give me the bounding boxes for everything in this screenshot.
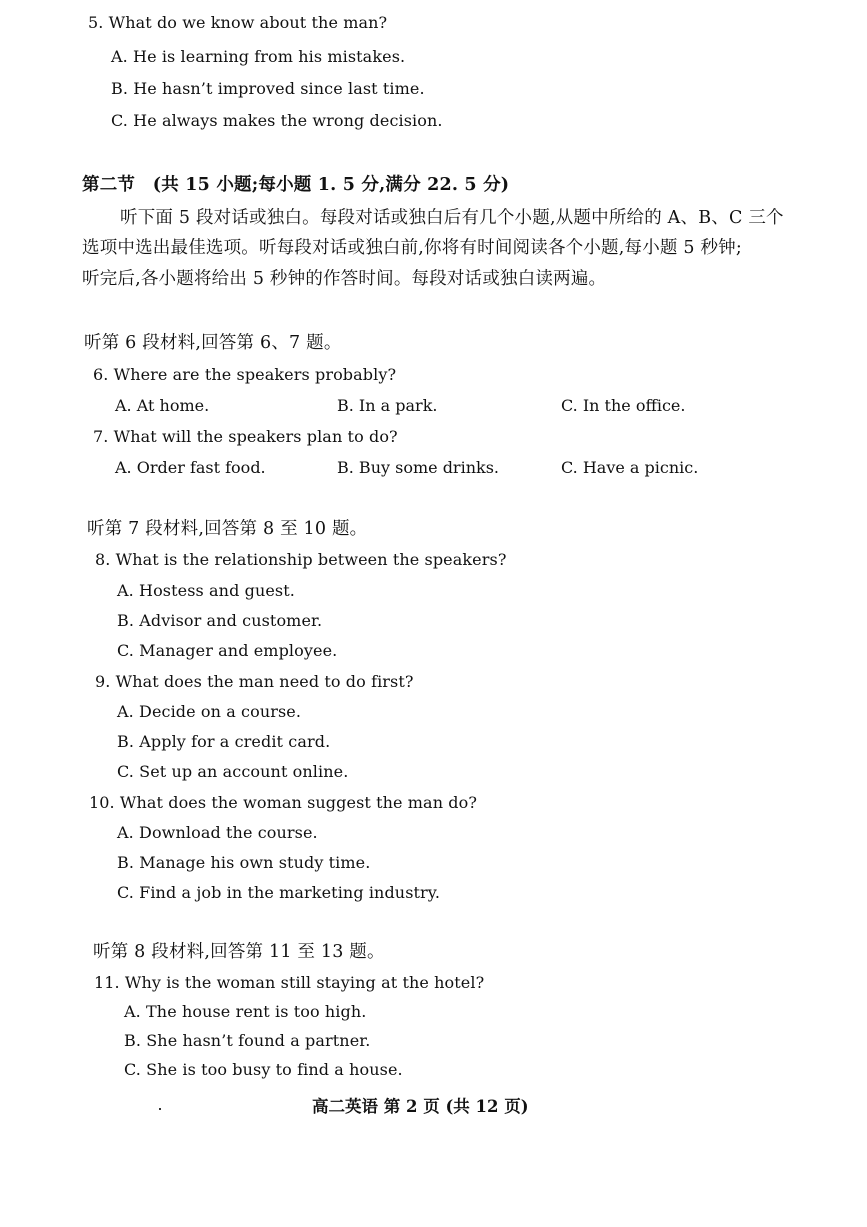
q5-option-b: B. He hasn’t improved since last time. — [111, 79, 425, 98]
q11-option-c: C. She is too busy to find a house. — [124, 1060, 403, 1079]
q9-question: 9. What does the man need to do first? — [95, 672, 414, 691]
q5-question: 5. What do we know about the man? — [88, 13, 388, 32]
text7-heading: 听第 7 段材料,回答第 8 至 10 题。 — [87, 519, 368, 539]
q9-option-c: C. Set up an account online. — [117, 762, 349, 781]
q9-option-b: B. Apply for a credit card. — [117, 732, 331, 751]
q10-option-b: B. Manage his own study time. — [117, 853, 371, 872]
section2-instruction-1: 听下面 5 段对话或独白。每段对话或独白后有几个小题,从题中所给的 A、B、C 三个 — [120, 208, 784, 228]
q6-option-c: C. In the office. — [561, 396, 686, 415]
q11-question: 11. Why is the woman still staying at the hotel? — [94, 973, 485, 992]
scan-speck — [159, 1108, 161, 1110]
section2-instruction-3: 听完后,各小题将给出 5 秒钟的作答时间。每段对话或独白读两遍。 — [82, 269, 607, 289]
q6-question: 6. Where are the speakers probably? — [93, 365, 397, 384]
q7-option-c: C. Have a picnic. — [561, 458, 699, 477]
page-footer: 高二英语 第 2 页 (共 12 页) — [312, 1097, 529, 1116]
q7-question: 7. What will the speakers plan to do? — [93, 427, 398, 446]
text6-heading: 听第 6 段材料,回答第 6、7 题。 — [84, 333, 342, 353]
q10-question: 10. What does the woman suggest the man do? — [89, 793, 478, 812]
q7-option-a: A. Order fast food. — [115, 458, 266, 477]
section2-instruction-2: 选项中选出最佳选项。听每段对话或独白前,你将有时间阅读各个小题,每小题 5 秒钟; — [82, 238, 742, 258]
section2-heading: 第二节 (共 15 小题;每小题 1. 5 分,满分 22. 5 分) — [82, 175, 510, 195]
q8-option-a: A. Hostess and guest. — [117, 581, 295, 600]
q8-question: 8. What is the relationship between the speakers? — [95, 550, 507, 569]
q5-option-a: A. He is learning from his mistakes. — [111, 47, 406, 66]
q9-option-a: A. Decide on a course. — [117, 702, 302, 721]
q11-option-a: A. The house rent is too high. — [124, 1002, 367, 1021]
q8-option-c: C. Manager and employee. — [117, 641, 338, 660]
q10-option-c: C. Find a job in the marketing industry. — [117, 883, 440, 902]
q5-option-c: C. He always makes the wrong decision. — [111, 111, 443, 130]
text8-heading: 听第 8 段材料,回答第 11 至 13 题。 — [93, 942, 385, 962]
q8-option-b: B. Advisor and customer. — [117, 611, 323, 630]
q7-option-b: B. Buy some drinks. — [337, 458, 499, 477]
q11-option-b: B. She hasn’t found a partner. — [124, 1031, 371, 1050]
q6-option-b: B. In a park. — [337, 396, 438, 415]
q10-option-a: A. Download the course. — [117, 823, 318, 842]
q6-option-a: A. At home. — [115, 396, 210, 415]
